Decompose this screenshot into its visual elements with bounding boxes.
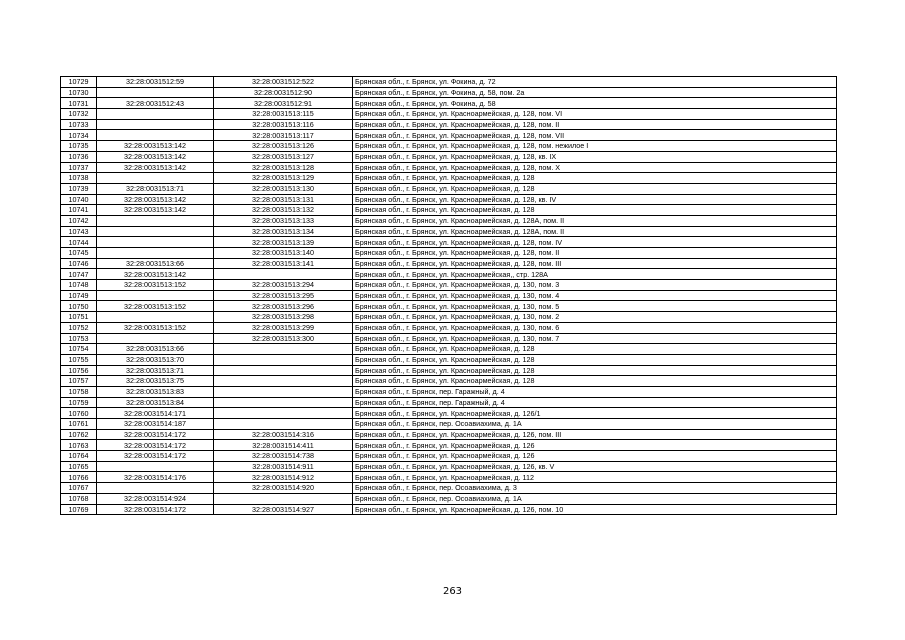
object-cadastral-number-cell: 32:28:0031513:116: [214, 119, 353, 130]
object-cadastral-number-cell: 32:28:0031514:316: [214, 429, 353, 440]
address-cell: Брянская обл., г. Брянск, пер. Осоавиахима, д. 3: [353, 483, 837, 494]
row-number-cell: 10758: [61, 386, 97, 397]
land-cadastral-number-cell: 32:28:0031513:142: [97, 269, 214, 280]
land-cadastral-number-cell: 32:28:0031514:172: [97, 429, 214, 440]
table-row: [61, 440, 837, 451]
object-cadastral-number-cell: 32:28:0031514:920: [214, 483, 353, 494]
land-cadastral-number-cell: [97, 248, 214, 259]
land-cadastral-number-cell: 32:28:0031514:187: [97, 419, 214, 430]
address-cell: Брянская обл., г. Брянск, ул. Красноармейская, д. 128: [353, 354, 837, 365]
row-number-cell: 10732: [61, 109, 97, 120]
object-cadastral-number-cell: 32:28:0031513:139: [214, 237, 353, 248]
address-cell: Брянская обл., г. Брянск, ул. Красноармейская, д. 128: [353, 173, 837, 184]
table-row: [61, 162, 837, 173]
land-cadastral-number-cell: 32:28:0031513:142: [97, 162, 214, 173]
object-cadastral-number-cell: 32:28:0031514:911: [214, 461, 353, 472]
land-cadastral-number-cell: 32:28:0031513:152: [97, 280, 214, 291]
object-cadastral-number-cell: [214, 419, 353, 430]
object-cadastral-number-cell: 32:28:0031513:129: [214, 173, 353, 184]
object-cadastral-number-cell: 32:28:0031514:927: [214, 504, 353, 515]
object-cadastral-number-cell: 32:28:0031513:128: [214, 162, 353, 173]
land-cadastral-number-cell: 32:28:0031514:176: [97, 472, 214, 483]
land-cadastral-number-cell: 32:28:0031512:43: [97, 98, 214, 109]
row-number-cell: 10760: [61, 408, 97, 419]
land-cadastral-number-cell: [97, 237, 214, 248]
object-cadastral-number-cell: 32:28:0031513:141: [214, 258, 353, 269]
table-row: [61, 493, 837, 504]
row-number-cell: 10762: [61, 429, 97, 440]
address-cell: Брянская обл., г. Брянск, ул. Красноармейская, д. 128, пом. II: [353, 119, 837, 130]
row-number-cell: 10733: [61, 119, 97, 130]
object-cadastral-number-cell: 32:28:0031513:133: [214, 215, 353, 226]
row-number-cell: 10742: [61, 215, 97, 226]
object-cadastral-number-cell: [214, 408, 353, 419]
address-cell: Брянская обл., г. Брянск, ул. Красноармейская, д. 128, пом. нежилое I: [353, 141, 837, 152]
table-row: [61, 386, 837, 397]
table-row: [61, 419, 837, 430]
address-cell: Брянская обл., г. Брянск, пер. Гаражный, д. 4: [353, 386, 837, 397]
table-row: [61, 290, 837, 301]
table-row: [61, 344, 837, 355]
land-cadastral-number-cell: 32:28:0031513:142: [97, 194, 214, 205]
row-number-cell: 10754: [61, 344, 97, 355]
row-number-cell: 10745: [61, 248, 97, 259]
address-cell: Брянская обл., г. Брянск, ул. Красноармейская, д. 130, пом. 5: [353, 301, 837, 312]
land-cadastral-number-cell: 32:28:0031513:66: [97, 344, 214, 355]
object-cadastral-number-cell: 32:28:0031513:296: [214, 301, 353, 312]
row-number-cell: 10738: [61, 173, 97, 184]
address-cell: Брянская обл., г. Брянск, ул. Красноармейская, д. 128, пом. VII: [353, 130, 837, 141]
row-number-cell: 10730: [61, 87, 97, 98]
table-row: [61, 98, 837, 109]
table-row: [61, 151, 837, 162]
table-row: [61, 205, 837, 216]
page-number: 263: [442, 586, 463, 597]
table-row: [61, 312, 837, 323]
table-row: [61, 87, 837, 98]
address-cell: Брянская обл., г. Брянск, ул. Красноармейская, д. 128, пом. III: [353, 258, 837, 269]
address-cell: Брянская обл., г. Брянск, ул. Красноармейская, д. 126: [353, 451, 837, 462]
row-number-cell: 10769: [61, 504, 97, 515]
row-number-cell: 10729: [61, 77, 97, 88]
object-cadastral-number-cell: [214, 365, 353, 376]
row-number-cell: 10767: [61, 483, 97, 494]
land-cadastral-number-cell: 32:28:0031514:171: [97, 408, 214, 419]
land-cadastral-number-cell: [97, 119, 214, 130]
land-cadastral-number-cell: [97, 290, 214, 301]
object-cadastral-number-cell: [214, 397, 353, 408]
land-cadastral-number-cell: 32:28:0031514:172: [97, 440, 214, 451]
row-number-cell: 10743: [61, 226, 97, 237]
land-cadastral-number-cell: 32:28:0031513:142: [97, 141, 214, 152]
address-cell: Брянская обл., г. Брянск, ул. Красноармейская, д. 130, пом. 6: [353, 322, 837, 333]
table-row: [61, 77, 837, 88]
table-row: [61, 301, 837, 312]
row-number-cell: 10756: [61, 365, 97, 376]
register-table: [60, 76, 837, 515]
object-cadastral-number-cell: [214, 354, 353, 365]
row-number-cell: 10739: [61, 183, 97, 194]
address-cell: Брянская обл., г. Брянск, ул. Красноармейская, д. 128, кв. IX: [353, 151, 837, 162]
row-number-cell: 10765: [61, 461, 97, 472]
address-cell: Брянская обл., г. Брянск, ул. Красноармейская, д. 126: [353, 440, 837, 451]
row-number-cell: 10759: [61, 397, 97, 408]
land-cadastral-number-cell: 32:28:0031513:66: [97, 258, 214, 269]
land-cadastral-number-cell: 32:28:0031513:152: [97, 322, 214, 333]
address-cell: Брянская обл., г. Брянск, ул. Красноармейская, д. 128: [353, 205, 837, 216]
row-number-cell: 10747: [61, 269, 97, 280]
address-cell: Брянская обл., г. Брянск, ул. Красноармейская, д. 112: [353, 472, 837, 483]
object-cadastral-number-cell: 32:28:0031513:130: [214, 183, 353, 194]
address-cell: Брянская обл., г. Брянск, ул. Фокина, д. 72: [353, 77, 837, 88]
land-cadastral-number-cell: 32:28:0031514:172: [97, 451, 214, 462]
object-cadastral-number-cell: 32:28:0031513:294: [214, 280, 353, 291]
row-number-cell: 10764: [61, 451, 97, 462]
object-cadastral-number-cell: 32:28:0031513:140: [214, 248, 353, 259]
object-cadastral-number-cell: 32:28:0031513:300: [214, 333, 353, 344]
table-row: [61, 376, 837, 387]
object-cadastral-number-cell: [214, 493, 353, 504]
object-cadastral-number-cell: 32:28:0031514:912: [214, 472, 353, 483]
row-number-cell: 10750: [61, 301, 97, 312]
row-number-cell: 10761: [61, 419, 97, 430]
object-cadastral-number-cell: 32:28:0031513:298: [214, 312, 353, 323]
address-cell: Брянская обл., г. Брянск, ул. Красноармейская, д. 128А, пом. II: [353, 215, 837, 226]
land-cadastral-number-cell: 32:28:0031513:142: [97, 205, 214, 216]
object-cadastral-number-cell: [214, 386, 353, 397]
land-cadastral-number-cell: 32:28:0031513:84: [97, 397, 214, 408]
address-cell: Брянская обл., г. Брянск, пер. Гаражный, д. 4: [353, 397, 837, 408]
table-row: [61, 119, 837, 130]
row-number-cell: 10744: [61, 237, 97, 248]
address-cell: Брянская обл., г. Брянск, ул. Красноармейская, д. 126, пом. III: [353, 429, 837, 440]
row-number-cell: 10731: [61, 98, 97, 109]
object-cadastral-number-cell: 32:28:0031513:132: [214, 205, 353, 216]
object-cadastral-number-cell: 32:28:0031514:411: [214, 440, 353, 451]
address-cell: Брянская обл., г. Брянск, ул. Красноармейская, д. 130, пом. 2: [353, 312, 837, 323]
table-row: [61, 397, 837, 408]
row-number-cell: 10755: [61, 354, 97, 365]
address-cell: Брянская обл., г. Брянск, ул. Красноармейская,, стр. 128А: [353, 269, 837, 280]
land-cadastral-number-cell: 32:28:0031513:75: [97, 376, 214, 387]
address-cell: Брянская обл., г. Брянск, пер. Осоавиахима, д. 1А: [353, 493, 837, 504]
land-cadastral-number-cell: [97, 109, 214, 120]
table-row: [61, 504, 837, 515]
address-cell: Брянская обл., г. Брянск, ул. Красноармейская, д. 130, пом. 3: [353, 280, 837, 291]
row-number-cell: 10753: [61, 333, 97, 344]
table-row: [61, 322, 837, 333]
land-cadastral-number-cell: [97, 130, 214, 141]
row-number-cell: 10752: [61, 322, 97, 333]
table-row: [61, 333, 837, 344]
object-cadastral-number-cell: [214, 269, 353, 280]
land-cadastral-number-cell: [97, 87, 214, 98]
table-row: [61, 461, 837, 472]
row-number-cell: 10749: [61, 290, 97, 301]
row-number-cell: 10757: [61, 376, 97, 387]
row-number-cell: 10734: [61, 130, 97, 141]
land-cadastral-number-cell: 32:28:0031513:142: [97, 151, 214, 162]
table-row: [61, 226, 837, 237]
object-cadastral-number-cell: [214, 376, 353, 387]
row-number-cell: 10735: [61, 141, 97, 152]
object-cadastral-number-cell: 32:28:0031512:91: [214, 98, 353, 109]
object-cadastral-number-cell: 32:28:0031513:117: [214, 130, 353, 141]
table-body: [61, 77, 837, 515]
table-row: [61, 483, 837, 494]
object-cadastral-number-cell: 32:28:0031512:522: [214, 77, 353, 88]
address-cell: Брянская обл., г. Брянск, ул. Фокина, д. 58: [353, 98, 837, 109]
table-row: [61, 429, 837, 440]
object-cadastral-number-cell: 32:28:0031514:738: [214, 451, 353, 462]
address-cell: Брянская обл., г. Брянск, ул. Красноармейская, д. 128, пом. II: [353, 248, 837, 259]
object-cadastral-number-cell: [214, 344, 353, 355]
table-row: [61, 280, 837, 291]
address-cell: Брянская обл., г. Брянск, ул. Красноармейская, д. 126/1: [353, 408, 837, 419]
table-row: [61, 248, 837, 259]
address-cell: Брянская обл., г. Брянск, ул. Фокина, д. 58, пом. 2а: [353, 87, 837, 98]
address-cell: Брянская обл., г. Брянск, ул. Красноармейская, д. 126, кв. V: [353, 461, 837, 472]
table-row: [61, 194, 837, 205]
table-row: [61, 451, 837, 462]
land-cadastral-number-cell: 32:28:0031512:59: [97, 77, 214, 88]
object-cadastral-number-cell: 32:28:0031513:115: [214, 109, 353, 120]
row-number-cell: 10741: [61, 205, 97, 216]
address-cell: Брянская обл., г. Брянск, ул. Красноармейская, д. 128: [353, 365, 837, 376]
land-cadastral-number-cell: [97, 312, 214, 323]
object-cadastral-number-cell: 32:28:0031513:134: [214, 226, 353, 237]
table-row: [61, 141, 837, 152]
object-cadastral-number-cell: 32:28:0031513:126: [214, 141, 353, 152]
table-row: [61, 365, 837, 376]
row-number-cell: 10746: [61, 258, 97, 269]
row-number-cell: 10766: [61, 472, 97, 483]
table-row: [61, 354, 837, 365]
object-cadastral-number-cell: 32:28:0031513:131: [214, 194, 353, 205]
table-row: [61, 472, 837, 483]
land-cadastral-number-cell: [97, 173, 214, 184]
land-cadastral-number-cell: 32:28:0031513:71: [97, 183, 214, 194]
land-cadastral-number-cell: 32:28:0031513:70: [97, 354, 214, 365]
table-row: [61, 269, 837, 280]
row-number-cell: 10763: [61, 440, 97, 451]
address-cell: Брянская обл., г. Брянск, ул. Красноармейская, д. 130, пом. 7: [353, 333, 837, 344]
land-cadastral-number-cell: [97, 461, 214, 472]
address-cell: Брянская обл., г. Брянск, ул. Красноармейская, д. 128, пом. VI: [353, 109, 837, 120]
table-row: [61, 183, 837, 194]
land-cadastral-number-cell: 32:28:0031513:83: [97, 386, 214, 397]
object-cadastral-number-cell: 32:28:0031513:295: [214, 290, 353, 301]
table-row: [61, 258, 837, 269]
table-row: [61, 215, 837, 226]
land-cadastral-number-cell: [97, 333, 214, 344]
address-cell: Брянская обл., г. Брянск, ул. Красноармейская, д. 128, пом. IV: [353, 237, 837, 248]
land-cadastral-number-cell: [97, 226, 214, 237]
address-cell: Брянская обл., г. Брянск, ул. Красноармейская, д. 128: [353, 376, 837, 387]
row-number-cell: 10736: [61, 151, 97, 162]
row-number-cell: 10737: [61, 162, 97, 173]
address-cell: Брянская обл., г. Брянск, ул. Красноармейская, д. 128, кв. IV: [353, 194, 837, 205]
address-cell: Брянская обл., г. Брянск, ул. Красноармейская, д. 128А, пом. II: [353, 226, 837, 237]
land-cadastral-number-cell: 32:28:0031513:71: [97, 365, 214, 376]
table-row: [61, 408, 837, 419]
address-cell: Брянская обл., г. Брянск, ул. Красноармейская, д. 128: [353, 344, 837, 355]
land-cadastral-number-cell: 32:28:0031514:172: [97, 504, 214, 515]
table-row: [61, 237, 837, 248]
object-cadastral-number-cell: 32:28:0031513:127: [214, 151, 353, 162]
table-row: [61, 130, 837, 141]
table-row: [61, 109, 837, 120]
address-cell: Брянская обл., г. Брянск, ул. Красноармейская, д. 128, пом. X: [353, 162, 837, 173]
object-cadastral-number-cell: 32:28:0031512:90: [214, 87, 353, 98]
row-number-cell: 10751: [61, 312, 97, 323]
land-cadastral-number-cell: [97, 483, 214, 494]
row-number-cell: 10768: [61, 493, 97, 504]
land-cadastral-number-cell: 32:28:0031514:924: [97, 493, 214, 504]
land-cadastral-number-cell: [97, 215, 214, 226]
land-cadastral-number-cell: 32:28:0031513:152: [97, 301, 214, 312]
address-cell: Брянская обл., г. Брянск, ул. Красноармейская, д. 128: [353, 183, 837, 194]
object-cadastral-number-cell: 32:28:0031513:299: [214, 322, 353, 333]
address-cell: Брянская обл., г. Брянск, ул. Красноармейская, д. 130, пом. 4: [353, 290, 837, 301]
table-row: [61, 173, 837, 184]
row-number-cell: 10740: [61, 194, 97, 205]
row-number-cell: 10748: [61, 280, 97, 291]
address-cell: Брянская обл., г. Брянск, ул. Красноармейская, д. 126, пом. 10: [353, 504, 837, 515]
address-cell: Брянская обл., г. Брянск, пер. Осоавиахима, д. 1А: [353, 419, 837, 430]
